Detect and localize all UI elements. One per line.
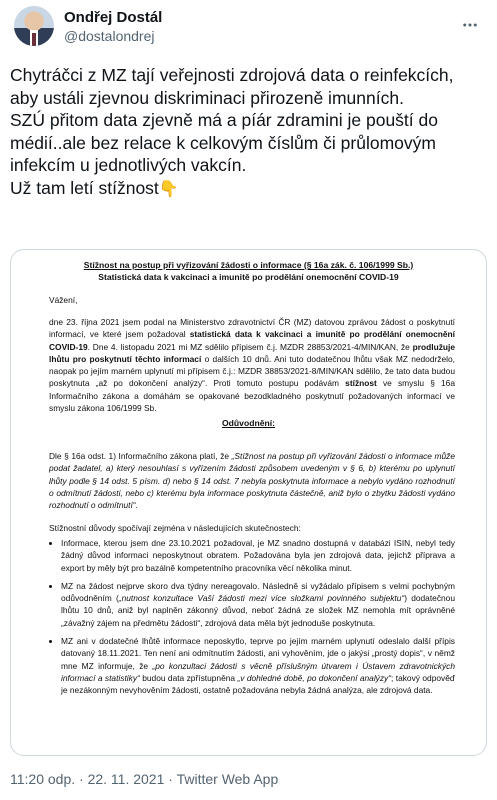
bullet-2-text-c: ) dodatečnou lhůtu 10 dnů, aniž byl naplněn zákonný důvod, neboť žádná ze složek MZ nemohla mít oprávněné „závažný zájem na předmětu žádosti“, zdrojová data měla být jednoduše poskytnuta. bbox=[61, 593, 455, 628]
p1-bold-f: stížnost bbox=[345, 378, 377, 389]
document-salutation: Vážení, bbox=[49, 295, 78, 305]
document-subtitle: Statistická data k vakcinaci a imunitě po prodělání onemocnění COVID-19 bbox=[98, 272, 399, 282]
p1-bold-b: statistická data k vakcinaci a imunitě po prodělání onemocnění COVID-19 bbox=[49, 329, 455, 352]
document-paragraph-2 bbox=[49, 450, 455, 511]
tweet-text bbox=[10, 64, 485, 201]
bullet-2-italic-b: „nutnost konzultace Vaší žádosti mezi více složkami povinného subjektu“ bbox=[118, 593, 405, 604]
reasoning-heading: Odůvodnění: bbox=[222, 418, 275, 428]
p1-text-a: dne 23. října 2021 jsem podal na Ministerstvo zdravotnictví ČR (MZ) datovou zprávou žádost o poskytnutí informací, ve které jsem požadoval bbox=[49, 317, 455, 340]
pointing-down-emoji-icon: 👇 bbox=[158, 180, 179, 198]
tweet-line-3-text: Už tam letí stížnost bbox=[10, 177, 159, 198]
p2-italic-b: „Stížnost na postup při vyřizování žádosti o informace může podat žadatel, a) který nesouhlasí s vyřízením žádosti způsobem uvedeným v § 6, b) kterému po uplynutí lhůty podle § 14 odst. 5 písm. d) nebo § 14 odst. 7 nebyla poskytnuta informace a nebylo vydáno rozhodnutí o odmítnutí žádosti, nebo c) kterému byla informace poskytnuta částečně, aniž bylo o zbytku žádosti vydáno rozhodnutí o odmítnutí“. bbox=[49, 451, 455, 511]
tweet-media-image[interactable] bbox=[10, 249, 487, 756]
bullet-2 bbox=[61, 580, 455, 629]
avatar[interactable] bbox=[14, 6, 54, 46]
tweet-line-1: Chytráčci z MZ tají veřejnosti zdrojová data o reinfekcích, aby ustáli zjevnou diskriminaci přirozeně imunních. bbox=[10, 65, 454, 108]
bullet-3-text-e: ; takový odpověď je nezákonným nevyhověním žádosti, ostatně požadována nebyla žádná analýza, ale zdrojová data. bbox=[61, 672, 455, 696]
bullet-3-italic-b: „po konzultaci žádosti s věcně příslušným útvarem i Ústavem zdravotnických informací a statistiky“ bbox=[61, 660, 455, 683]
p2-text-a: Dle § 16a odst. 1) Informačního zákona platí, že bbox=[49, 451, 232, 461]
tweet-timestamp[interactable]: 11:20 odp. · 22. 11. 2021 · Twitter Web App bbox=[10, 771, 279, 787]
bullet-3 bbox=[61, 635, 455, 696]
bullet-1: • Informace, kterou jsem dne 23.10.2021 požadoval, je MZ snadno dostupná v databázi ISIN, nebyl tedy žádný důvod informaci neposkytnout obratem. Požadována byla jen zdrojová data, jejichž příprava a export by měly být pro bazálně kompetentního pracovníka věcí několika minut. bbox=[61, 537, 455, 574]
tweet-header bbox=[14, 6, 484, 54]
p1-bold-d: prodlužuje lhůtu pro poskytnutí těchto informací bbox=[49, 341, 455, 364]
bullet-3-text-a: MZ ani v dodatečné lhůtě informace neposkytlo, teprve po jejím marném uplynutí odeslalo další přípis datovaný 18.11.2021. Ten není ani odmítnutím žádosti, ani vyhověním, jde o jakýsi „prostý dopis“, v němž mne MZ informuje, že bbox=[61, 636, 455, 671]
tweet-line-3 bbox=[10, 177, 485, 202]
avatar-tie bbox=[32, 33, 36, 46]
document-bullet-list bbox=[49, 537, 455, 703]
document-title: Stížnost na postup při vyřizování žádosti o informace (§ 16a zák. č. 106/1999 Sb.) bbox=[83, 260, 414, 270]
p1-text-g: ve smyslu § 16a Informačního zákona a domáhám se opakované bezodkladného poskytnutí požadovaných informací ve smyslu zákona 106/1999 Sb. bbox=[49, 378, 455, 414]
p1-text-e: o dalších 10 dnů. Ani tuto dodatečnou lhůtu však MZ nedodrželo, naopak po jejím marném uplynutí mi přípisem č.j.: MZDR 38853/2021-8/MIN/KAN sdělilo, že tato data budou poskytnuta „až po dokončení analýzy“. Proti tomuto postupu podávám bbox=[49, 353, 455, 389]
document-paragraph-3: Stížnostní důvody spočívají zejména v následujících skutečnostech: bbox=[49, 523, 301, 533]
bullet-3-text-c: budou data zpřístupněna bbox=[139, 672, 238, 683]
more-horizontal-icon bbox=[461, 16, 479, 34]
bullet-3-italic-d: „v dohledné době, po dokončení analýzy“ bbox=[237, 672, 392, 683]
p1-text-c: . Dne 4. listopadu 2021 mi MZ sdělilo přípisem č.j. MZDR 28853/2021-4/MIN/KAN, že bbox=[87, 341, 413, 352]
author-handle[interactable]: @dostalondrej bbox=[64, 28, 155, 44]
complaint-document bbox=[11, 250, 486, 755]
bullet-2-text-a: MZ na žádost nejprve skoro dva týdny nereagovalo. Následně si vyžádalo přípisem s velmi pochybným odůvodněním ( bbox=[61, 580, 455, 604]
author-name[interactable]: Ondřej Dostál bbox=[64, 9, 163, 26]
more-options-button[interactable] bbox=[458, 14, 482, 36]
document-paragraph-1 bbox=[49, 316, 455, 414]
tweet-line-2: SZÚ přitom data zjevně má a píár zdramini je pouští do médií..ale bez relace k celkovým číslům či průlomovým infekcím u jednotlivých vakcín. bbox=[10, 110, 438, 175]
